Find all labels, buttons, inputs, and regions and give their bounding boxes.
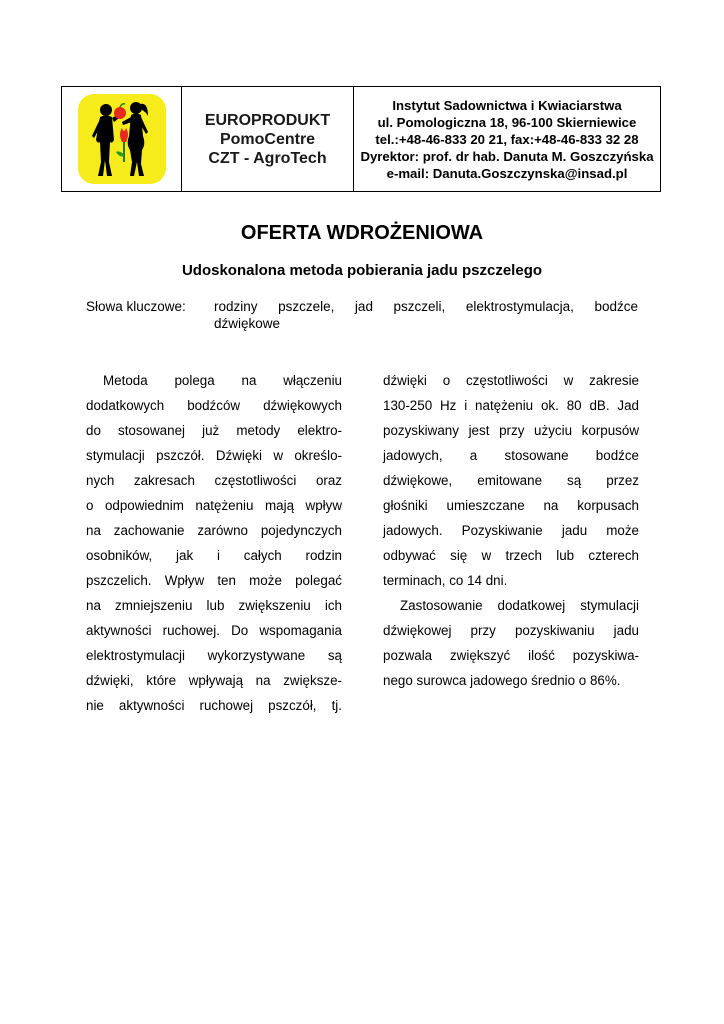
body-line: Metoda polega na włączeniu bbox=[103, 373, 342, 388]
body-column-left bbox=[86, 368, 342, 718]
body-line: dźwiękowej przy pozyskiwaniu jadu bbox=[383, 623, 639, 638]
body-line: elektrostymulacji wykorzystywane są bbox=[86, 648, 342, 663]
header-table bbox=[61, 86, 661, 192]
body-line: o odpowiednim natężeniu mają wpływ bbox=[86, 498, 342, 513]
body-line: dodatkowych bodźców dźwiękowych bbox=[86, 398, 342, 413]
document-subtitle: Udoskonalona metoda pobierania jadu pszczelego bbox=[181, 262, 543, 279]
body-line: nie aktywności ruchowej pszczół, tj. bbox=[86, 698, 342, 713]
body-line: osobników, jak i całych rodzin bbox=[86, 548, 342, 563]
body-line: 130-250 Hz i natężeniu ok. 80 dB. Jad bbox=[383, 398, 639, 413]
company-cell bbox=[182, 87, 354, 191]
body-line: terminach, co 14 dni. bbox=[383, 573, 508, 588]
institute-phone: tel.:+48-46-833 20 21, fax:+48-46-833 32 28 bbox=[375, 131, 639, 147]
body-line: pozwala zwiększyć ilość pozyskiwa- bbox=[383, 648, 639, 663]
body-line: pozyskiwany jest przy użyciu korpusów bbox=[383, 423, 639, 438]
body-line: jadowych. Pozyskiwanie jadu może bbox=[383, 523, 639, 538]
body-line: pszczelich. Wpływ ten może polegać bbox=[86, 573, 342, 588]
body-column-right bbox=[383, 368, 639, 693]
body-line: jadowych, a stosowane bodźce bbox=[383, 448, 639, 463]
keywords-text-continued: dźwiękowe bbox=[214, 316, 281, 331]
keywords-label: Słowa kluczowe: bbox=[86, 299, 186, 314]
body-line: dźwięki o częstotliwości w zakresie bbox=[383, 373, 639, 388]
company-name-line: PomoCentre bbox=[219, 130, 316, 148]
adam-and-eve-apple-logo-icon bbox=[76, 92, 168, 186]
body-line: dźwiękowe, emitowane są przez bbox=[383, 473, 639, 488]
body-line: nego surowca jadowego średnio o 86%. bbox=[383, 673, 621, 688]
body-line: dźwięki, które wpływają na zwiększe- bbox=[86, 673, 342, 688]
keywords-text: rodziny pszczele, jad pszczeli, elektrostymulacja, bodźce bbox=[214, 299, 638, 314]
body-line: na zmniejszeniu lub zwiększeniu ich bbox=[86, 598, 342, 613]
logo-cell bbox=[62, 87, 182, 191]
company-name-line: EUROPRODUKT bbox=[204, 111, 331, 129]
institute-email: e-mail: Danuta.Goszczynska@insad.pl bbox=[386, 165, 628, 181]
institute-cell bbox=[354, 87, 660, 191]
keywords-block bbox=[86, 298, 638, 332]
document-title: OFERTA WDROŻENIOWA bbox=[240, 222, 484, 244]
body-line: stymulacji pszczół. Dźwięki w określo- bbox=[86, 448, 342, 463]
body-line: nych zakresach częstotliwości oraz bbox=[86, 473, 342, 488]
institute-name: Instytut Sadownictwa i Kwiaciarstwa bbox=[392, 97, 622, 113]
body-line: odbywać się w trzech lub czterech bbox=[383, 548, 639, 563]
body-line: na zachowanie zarówno pojedynczych bbox=[86, 523, 342, 538]
institute-director: Dyrektor: prof. dr hab. Danuta M. Goszczyńska bbox=[360, 148, 654, 164]
body-line: Zastosowanie dodatkowej stymulacji bbox=[400, 598, 639, 613]
body-line: do stosowanej już metody elektro- bbox=[86, 423, 342, 438]
body-line: głośniki umieszczane na korpusach bbox=[383, 498, 639, 513]
body-line: aktywności ruchowej. Do wspomagania bbox=[86, 623, 342, 638]
institute-address: ul. Pomologiczna 18, 96-100 Skierniewice bbox=[377, 114, 637, 130]
company-name-line: CZT - AgroTech bbox=[208, 149, 327, 167]
